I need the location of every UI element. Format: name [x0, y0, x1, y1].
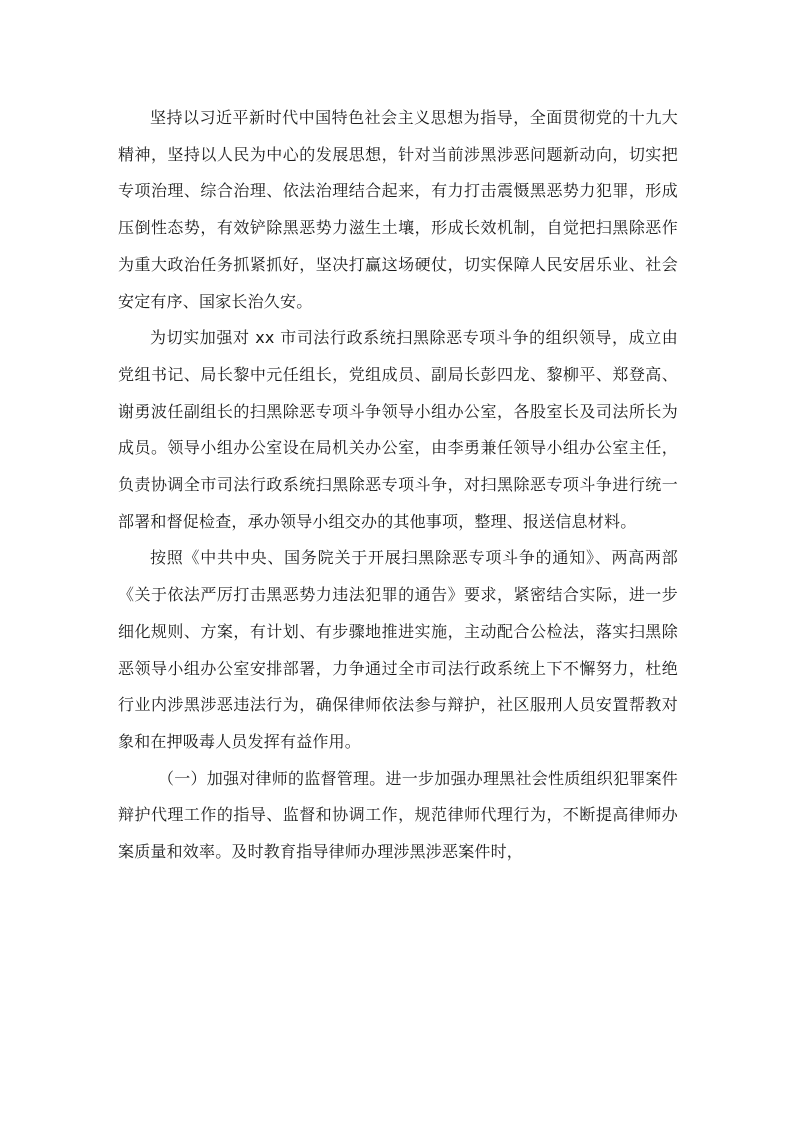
paragraph-requirements: 按照《中共中央、国务院关于开展扫黑除恶专项斗争的通知》、两高两部《关于依法严厉打击黑恶势力违法犯罪的通告》要求，紧密结合实际，进一步细化规则、方案，有计划、有步骤地推进实施，主动配合公检法，落实扫黑除恶领导小组办公室安排部署，力争通过全市司法行政系统上下不懈努力，杜绝行业内涉黑涉恶违法行为，确保律师依法参与辩护，社区服刑人员安置帮教对象和在押吸毒人员发挥有益作用。: [118, 548, 678, 751]
paragraph-lawyer-supervision: （一）加强对律师的监督管理。进一步加强办理黑社会性质组织犯罪案件辩护代理工作的指导、监督和协调工作，规范律师代理行为，不断提高律师办案质量和效率。及时教育指导律师办理涉黑涉恶案件时，: [118, 768, 678, 862]
paragraph-leadership-group: 为切实加强对 xx 市司法行政系统扫黑除恶专项斗争的组织领导，成立由党组书记、局长黎中元任组长，党组成员、副局长彭四龙、黎柳平、郑登高、谢勇波任副组长的扫黑除恶专项斗争领导小组办公室，各股室长及司法所长为成员。领导小组办公室设在局机关办公室，由李勇兼任领导小组办公室主任，负责协调全市司法行政系统扫黑除恶专项斗争，对扫黑除恶专项斗争进行统一部署和督促检查，承办领导小组交办的其他事项，整理、报送信息材料。: [118, 328, 678, 531]
document-body: [118, 100, 678, 871]
paragraph-guiding-principle: 坚持以习近平新时代中国特色社会主义思想为指导，全面贯彻党的十九大精神，坚持以人民为中心的发展思想，针对当前涉黑涉恶问题新动向，切实把专项治理、综合治理、依法治理结合起来，有力打击震慑黑恶势力犯罪，形成压倒性态势，有效铲除黑恶势力滋生土壤，形成长效机制，自觉把扫黑除恶作为重大政治任务抓紧抓好，坚决打赢这场硬仗，切实保障人民安居乐业、社会安定有序、国家长治久安。: [118, 108, 678, 311]
